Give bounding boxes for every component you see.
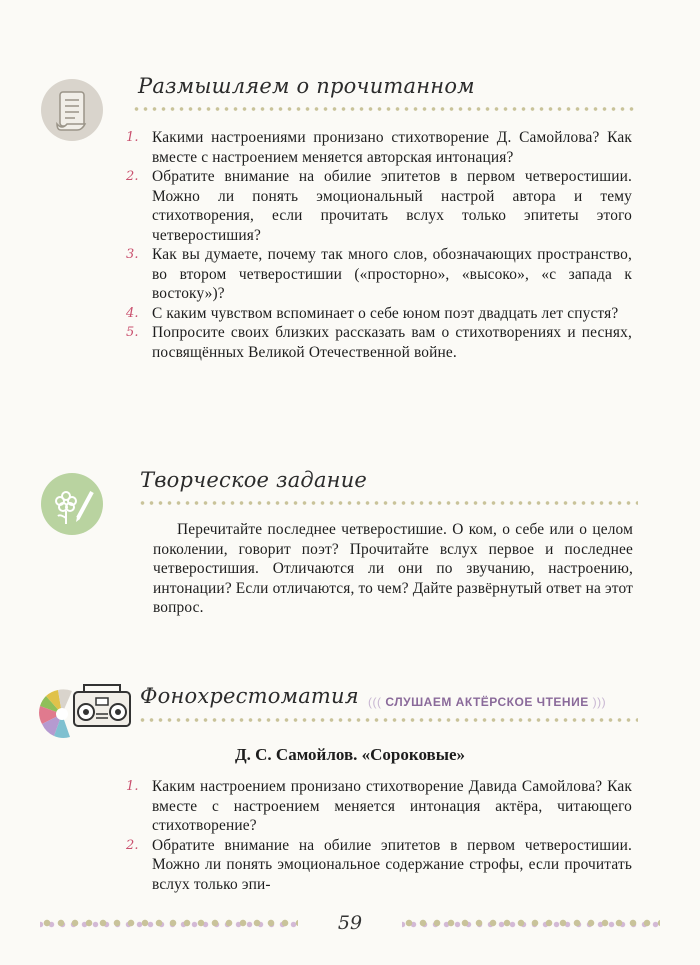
list-item: 1. Какими настроениями пронизано стихотворение Д. Самойлова? Как вместе с настроением меняется авторская интонация?	[126, 129, 632, 166]
divider	[138, 499, 638, 507]
scroll-icon	[40, 78, 104, 142]
flower-pencil-icon	[40, 472, 104, 536]
section-title: Творческое задание	[140, 468, 368, 492]
list-item: 2. Обратите внимание на обилие эпитетов в первом четверостишии. Можно ли понять эмоциональный настрой автора и тему стихотворения, если прочитать вслух только эпитеты этого четверостишия?	[126, 168, 632, 244]
boombox-icon	[38, 672, 134, 742]
question-list	[126, 777, 632, 894]
list-item: 1. Каким настроением пронизано стихотворение Давида Самойлова? Как вместе с настроением меняется интонация актёра, читающего стихотворение?	[126, 778, 632, 834]
question-list	[126, 128, 632, 362]
divider	[138, 716, 638, 724]
page-number: 59	[337, 912, 363, 934]
task-paragraph: Перечитайте последнее четверостишие. О ком, о себе или о целом поколении, говорит поэт? Прочитайте вслух первое и последнее четверостишия. Отличаются ли они по звучанию, настроению, интонации? Если отличаются, то чем? Дайте развёрнутый ответ на этот вопрос.	[153, 521, 633, 616]
section-title: Размышляем о прочитанном	[138, 74, 475, 98]
section-title: Фонохрестоматия	[140, 684, 359, 708]
list-item: 3. Как вы думаете, почему так много слов, обозначающих пространство, во втором четверостишии («просторно», «высоко», «с запада к востоку»)?	[126, 246, 632, 302]
listen-label: ((( СЛУШАЕМ АКТЁРСКОЕ ЧТЕНИЕ )))	[368, 695, 607, 709]
list-item: 4. С каким чувством вспоминает о себе юном поэт двадцать лет спустя?	[126, 304, 619, 322]
divider	[132, 105, 638, 113]
work-title: Д. С. Самойлов. «Сороковые»	[234, 745, 466, 764]
list-item: 5. Попросите своих близких рассказать вам о стихотворениях и песнях, посвящённых Великой Отечественной войне.	[126, 324, 632, 361]
list-item: 2. Обратите внимание на обилие эпитетов в первом четверостишии. Можно ли понять эмоциональное содержание строфы, если прочитать вслух только эпи-	[126, 836, 632, 893]
